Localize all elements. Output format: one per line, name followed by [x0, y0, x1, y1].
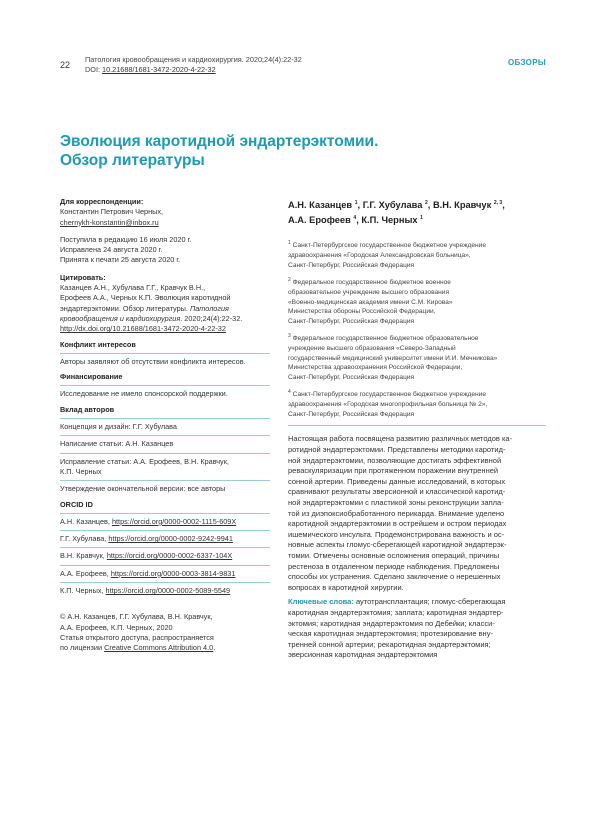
- divider: [60, 480, 270, 481]
- affiliation: [288, 332, 546, 382]
- conflict-heading: Конфликт интересов: [60, 339, 136, 349]
- affil-line: здравоохранения «Городская Александровская больница»,: [288, 251, 471, 259]
- orcid-author: А.А. Ерофеев,: [60, 568, 111, 578]
- funding-text: Исследование не имело спонсорской поддержки.: [60, 389, 228, 399]
- contribution-approval: Утверждение окончательной версии: все авторы: [60, 484, 226, 494]
- citation-volume: . 2020;24(4):22-32.: [180, 313, 243, 323]
- orcid-author: К.П. Черных,: [60, 586, 106, 596]
- orcid-link[interactable]: https://orcid.org/0000-0002-9242-9941: [108, 534, 233, 544]
- date-received: Поступила в редакцию 16 июля 2020 г.: [60, 234, 192, 244]
- divider: [60, 530, 270, 531]
- left-column: [60, 197, 270, 654]
- contribution-editing-1: Исправление статьи: А.А. Ерофеев, В.Н. Кравчук,: [60, 456, 229, 466]
- title-line-2: Обзор литературы: [60, 152, 205, 169]
- page-number: 22: [60, 60, 71, 70]
- divider: [60, 435, 270, 436]
- copyright-line-1: © А.Н. Казанцев, Г.Г. Хубулава, В.Н. Кравчук,: [60, 612, 213, 622]
- abstract-line: сонной артерии. Приведены данные исследований, в которых: [288, 476, 506, 486]
- affiliation: [288, 276, 546, 326]
- orcid-link[interactable]: https://orcid.org/0000-0002-6337-104X: [106, 551, 233, 561]
- divider: [60, 582, 270, 583]
- orcid-item: [60, 551, 270, 561]
- abstract-line: ной эндартерэктомии с пластикой зоны реконструкции запла-: [288, 498, 504, 507]
- citation-journal-italic: Патология: [189, 303, 229, 313]
- abstract-line: вопросах в каротидной хирургии.: [288, 582, 404, 592]
- affil-line: Санкт-Петербургское государственное бюджетное учреждение: [292, 242, 486, 250]
- orcid-item: [60, 517, 270, 527]
- contribution-concept: Концепция и дизайн: Г.Г. Хубулава: [60, 422, 177, 432]
- author-name: Г.Г. Хубулава: [362, 200, 423, 211]
- author-name: А.Н. Казанцев: [288, 200, 353, 211]
- citation-journal-italic-2: кровообращения и кардиохирургия: [60, 313, 181, 323]
- abstract-line: реваскуляризации при протяженном поражении внутренней: [288, 466, 499, 476]
- abstract-line: способы их устранения. Сделано заключение о нерешенных: [288, 572, 501, 582]
- date-revised: Исправлена 24 августа 2020 г.: [60, 245, 163, 255]
- doi-line: [85, 65, 445, 75]
- abstract-line: новные аспекты гломус-сберегающей каротидной эндартерэк-: [288, 540, 507, 550]
- copyright-line-3: Статья открытого доступа, распространяется: [60, 632, 214, 642]
- abstract-line: Настоящая работа посвящена развитию различных методов ка-: [288, 434, 513, 444]
- divider: [60, 353, 270, 354]
- orcid-item: [60, 569, 270, 579]
- affil-line: Санкт-Петербург, Российская Федерация: [288, 373, 415, 381]
- citation-heading: Цитировать:: [60, 272, 106, 282]
- affil-line: Федеральное государственное бюджетное военное: [292, 279, 451, 287]
- doi-label: DOI:: [85, 65, 103, 74]
- abstract-line: рестеноза в отдаленном периоде наблюдения. Предложены: [288, 561, 500, 571]
- affil-sup: 2: [288, 277, 291, 284]
- divider: [60, 547, 270, 548]
- divider: [60, 453, 270, 454]
- author-affil-sup: 2, 3: [493, 200, 503, 206]
- abstract-line: ишемического инсульта. Продемонстрирована важность и ос-: [288, 529, 505, 539]
- abstract-line: сравнивают результаты эверсионной и классической каротид-: [288, 487, 506, 497]
- doi-link[interactable]: 10.21688/1681-3472-2020-4-22-32: [102, 65, 216, 74]
- abstract-line: томии. Отмечены основные осложнения операций, причины: [288, 550, 500, 560]
- citation-line-4: [60, 314, 270, 324]
- contribution-editing-2: К.П. Черных: [60, 466, 102, 476]
- keywords-line: тренней сонной артерии; рекаротидная эндартерэктомия;: [288, 639, 491, 649]
- orcid-link[interactable]: https://orcid.org/0000-0002-1115-609X: [111, 516, 237, 526]
- affil-line: «Военно-медицинская академия имени С.М. Кирова»: [288, 298, 453, 306]
- orcid-link[interactable]: https://orcid.org/0000-0003-3814-9831: [110, 568, 236, 578]
- citation-text: эндартерэктомии. Обзор литературы.: [60, 303, 190, 313]
- affiliation: [288, 388, 546, 419]
- orcid-heading: ORCID ID: [60, 499, 93, 509]
- conflict-text: Авторы заявляют об отсутствии конфликта интересов.: [60, 356, 246, 366]
- date-accepted: Принята к печати 25 августа 2020 г.: [60, 255, 181, 265]
- author-affil-sup: 1: [420, 215, 423, 222]
- orcid-author: Г.Г. Хубулава,: [60, 534, 109, 544]
- journal-info: [85, 55, 445, 75]
- author-affil-sup: 2: [425, 200, 428, 206]
- license-period: .: [213, 643, 216, 653]
- affil-line: Санкт-Петербургское государственное бюджетное учреждение: [292, 391, 486, 399]
- keywords-line: каротидная эндартерэктомия; заплата; каротидная эндартер-: [288, 607, 504, 617]
- orcid-author: А.Н. Казанцев,: [60, 516, 112, 526]
- license-prefix: по лицензии: [60, 643, 105, 653]
- author-affil-sup: 1: [354, 200, 358, 206]
- divider: [60, 513, 270, 514]
- divider: [60, 418, 270, 419]
- affil-sup: 4: [288, 389, 291, 396]
- citation-line-2: Ерофеев А.А., Черных К.П. Эволюция каротидной: [60, 293, 231, 303]
- copyright-line-4: [60, 643, 270, 653]
- affiliations: [288, 239, 546, 419]
- correspondence-heading: Для корреспонденции:: [60, 197, 144, 206]
- affil-line: образовательное учреждение высшего образования: [288, 288, 450, 296]
- author-name: К.П. Черных: [361, 215, 418, 226]
- affil-line: государственный медицинский университет имени И.И. Мечникова»: [288, 354, 498, 362]
- citation-line-1: Казанцев А.Н., Хубулава Г.Г., Кравчук В.Н.,: [60, 283, 206, 293]
- abstract: [288, 434, 546, 593]
- author-line-2: А.А. Ерофеев $^4$, К.П. Черных $^1$: [288, 215, 423, 226]
- affil-line: Санкт-Петербург, Российская Федерация: [288, 317, 415, 325]
- author-list: [288, 197, 546, 227]
- keywords-line: аутотрансплантация; гломус-сберегающая: [353, 597, 506, 607]
- orcid-link[interactable]: https://orcid.org/0000-0002-5089-5549: [105, 586, 231, 596]
- orcid-item: [60, 586, 270, 596]
- funding-heading: Финансирование: [60, 372, 123, 382]
- divider: [60, 385, 270, 386]
- abstract-line: ротидной эндартерэктомии. Представлены методики каротид-: [288, 445, 506, 455]
- correspondence-name: Константин Петрович Черных,: [60, 207, 164, 217]
- abstract-line: ной эндартерэктомии, позволяющие достигать эффективной: [288, 455, 502, 465]
- orcid-item: [60, 534, 270, 544]
- citation-line-3: [60, 304, 270, 314]
- copyright-line-2: А.А. Ерофеев, К.П. Черных, 2020: [60, 622, 173, 632]
- orcid-author: В.Н. Кравчук,: [60, 551, 107, 561]
- article-title: [60, 132, 460, 170]
- correspondence-email[interactable]: chernykh-konstantin@inbox.ru: [60, 217, 159, 227]
- author-line-1: А.Н. Казанцев $^1$, Г.Г. Хубулава $^2$, В.Н. Кравчук $^{2, 3}$,: [288, 200, 505, 211]
- affil-sup: 3: [288, 333, 291, 340]
- section-label: ОБЗОРЫ: [508, 58, 546, 67]
- affil-line: Федеральное государственное бюджетное образовательное: [292, 335, 479, 343]
- author-name: В.Н. Кравчук: [432, 200, 492, 211]
- affil-sup: 1: [288, 240, 291, 247]
- author-name: А.А. Ерофеев: [288, 215, 351, 226]
- keywords-label: Ключевые слова:: [288, 597, 354, 607]
- contribution-writing: Написание статьи: А.Н. Казанцев: [60, 439, 174, 449]
- contribution-heading: Вклад авторов: [60, 404, 115, 414]
- journal-citation: Патология кровообращения и кардиохирургия. 2020;24(4):22-32: [85, 55, 302, 64]
- right-column: [288, 197, 546, 661]
- author-affil-sup: 4: [353, 215, 357, 222]
- divider: [60, 565, 270, 566]
- affil-line: Министерства здравоохранения Российской Федерации,: [288, 364, 463, 372]
- keywords-line: эверсионная каротидная эндартерэктомия: [288, 650, 438, 660]
- affil-line: учреждение высшего образования «Северо-Западный: [288, 345, 456, 353]
- title-line-1: Эволюция каротидной эндартерэктомии.: [60, 133, 379, 150]
- affil-line: Санкт-Петербург, Российская Федерация: [288, 410, 415, 418]
- keywords-line: ческая каротидная эндартерэктомия; протезирование вну-: [288, 629, 493, 639]
- abstract-line: каротидной эндартерэктомии в острейшем и остром периодах: [288, 519, 507, 529]
- abstract-line: той из диэпоксиобработанного перикарда. Внимание уделено: [288, 508, 505, 518]
- citation-doi-link[interactable]: http://dx.doi.org/10.21688/1681-3472-2020-4-22-32: [60, 324, 226, 334]
- affiliation: [288, 239, 546, 270]
- keywords-line: эктомия; каротидная эндартерэктомия по Дебейки; класси-: [288, 618, 495, 628]
- affil-line: здравоохранения «Городская многопрофильная больница № 2»,: [288, 401, 488, 409]
- affil-line: Санкт-Петербург, Российская Федерация: [288, 261, 415, 269]
- keywords: [288, 597, 546, 661]
- divider: [288, 425, 546, 426]
- license-link[interactable]: Creative Commons Attribution 4.0: [104, 643, 214, 653]
- affil-line: Министерства обороны Российской Федерации,: [288, 308, 436, 316]
